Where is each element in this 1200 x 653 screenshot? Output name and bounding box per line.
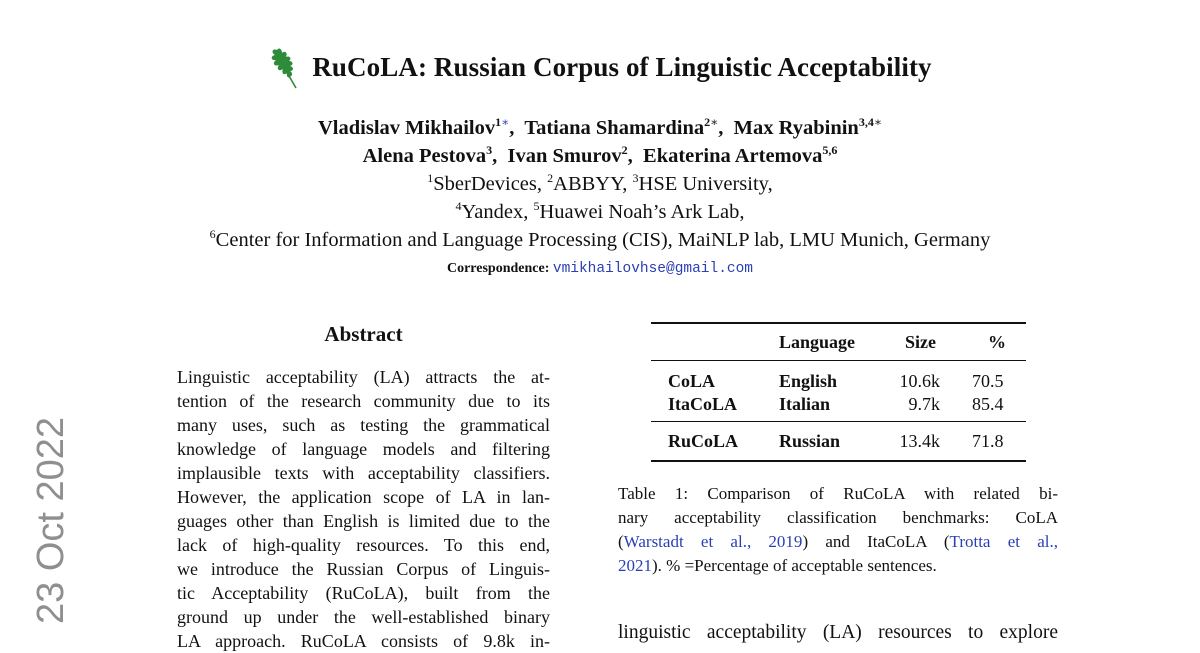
affiliation-line: $^4$Yandex, $^5$Huawei Noah’s Ark Lab, [455,199,745,223]
table-header-language: Language [779,332,856,352]
author-list: Vladislav Mikhailov$^{1∗}$, Tatiana Shamardina$^{2∗}$, Max Ryabinin$^{3,4∗}$ [318,115,882,139]
citation-link[interactable]: Trotta et al., [949,532,1058,551]
arxiv-date-stamp: 23 Oct 2022 [30,416,72,624]
affiliation-line: $^6$Center for Information and Language Processing (CIS), MaiNLP lab, LMU Munich, Germany [209,227,991,251]
table-cell: 71.8 [972,431,1004,451]
body-text-line: linguistic acceptability (LA) resources to explore [618,622,1058,643]
table-cell: Italian [779,394,831,414]
table-cell: RuCoLA [668,431,739,451]
correspondence-label: Correspondence: [446,261,550,276]
table-cell: 85.4 [972,394,1004,414]
abstract-line: tention of the research community due to its [177,391,550,411]
abstract-line: guages other than English is limited due to the [177,511,550,531]
oak-leaf-icon [268,44,302,90]
caption-line: (Warstadt et al., 2019) and ItaCoLA (Trotta et al., [618,532,1058,551]
title-row [0,44,1200,90]
citation-link[interactable]: Warstadt et al., 2019 [623,532,803,551]
abstract-line: ground up under the well-established binary [177,607,550,627]
citation-link[interactable]: 2021 [618,556,652,575]
table-bottom-rule [651,460,1026,462]
table-cell: Russian [779,431,841,451]
abstract-line: Linguistic acceptability (LA) attracts the at- [177,367,550,387]
author: Tatiana Shamardina$^{2∗}$ [524,115,719,139]
author: Ivan Smurov$^2$ [507,143,628,167]
abstract-line: LA approach. RuCoLA consists of 9.8k in- [177,631,550,651]
abstract-line: lack of high-quality resources. To this end, [177,535,550,555]
abstract-heading: Abstract [324,322,403,346]
table-mid-rule [651,421,1026,422]
abstract-line: many uses, such as testing the grammatical [177,415,550,435]
author-list: Alena Pestova$^3$, Ivan Smurov$^2$, Ekaterina Artemova$^{5,6}$ [362,143,838,167]
affiliation-line: $^1$SberDevices, $^2$ABBYY, $^3$HSE University, [427,171,773,195]
correspondence [0,261,1200,277]
author: Alena Pestova$^3$ [362,143,493,167]
table-cell: 13.4k [899,431,940,451]
paper-title: RuCoLA: Russian Corpus of Linguistic Acceptability [312,51,932,82]
abstract-line: we introduce the Russian Corpus of Linguis- [177,559,550,579]
caption-line: Table 1: Comparison of RuCoLA with related bi- [618,484,1058,503]
table-cell: 9.7k [908,394,940,414]
caption-line: 2021). % =Percentage of acceptable sentences. [618,556,937,575]
correspondence-email-link[interactable]: vmikhailovhse@gmail.com [552,261,754,277]
table-cell: English [779,371,838,391]
abstract-line: However, the application scope of LA in lan- [177,487,550,507]
abstract-line: knowledge of language models and filtering [177,439,550,459]
abstract-line: tic Acceptability (RuCoLA), built from the [177,583,550,603]
table-cell: CoLA [668,371,716,391]
table-mid-rule [651,360,1026,361]
table-header-percent: % [988,332,1006,352]
table-cell: 10.6k [899,371,940,391]
table-header-size: Size [905,332,936,352]
author: Max Ryabinin$^{3,4∗}$ [733,115,882,139]
abstract-line: implausible texts with acceptability classifiers. [177,463,550,483]
table-cell: ItaCoLA [668,394,738,414]
table-cell: 70.5 [972,371,1004,391]
author: Ekaterina Artemova$^{5,6}$ [643,143,838,167]
caption-line: nary acceptability classification benchmarks: CoLA [618,508,1058,527]
table-top-rule [651,322,1026,324]
author: Vladislav Mikhailov$^{1∗}$ [318,115,510,139]
